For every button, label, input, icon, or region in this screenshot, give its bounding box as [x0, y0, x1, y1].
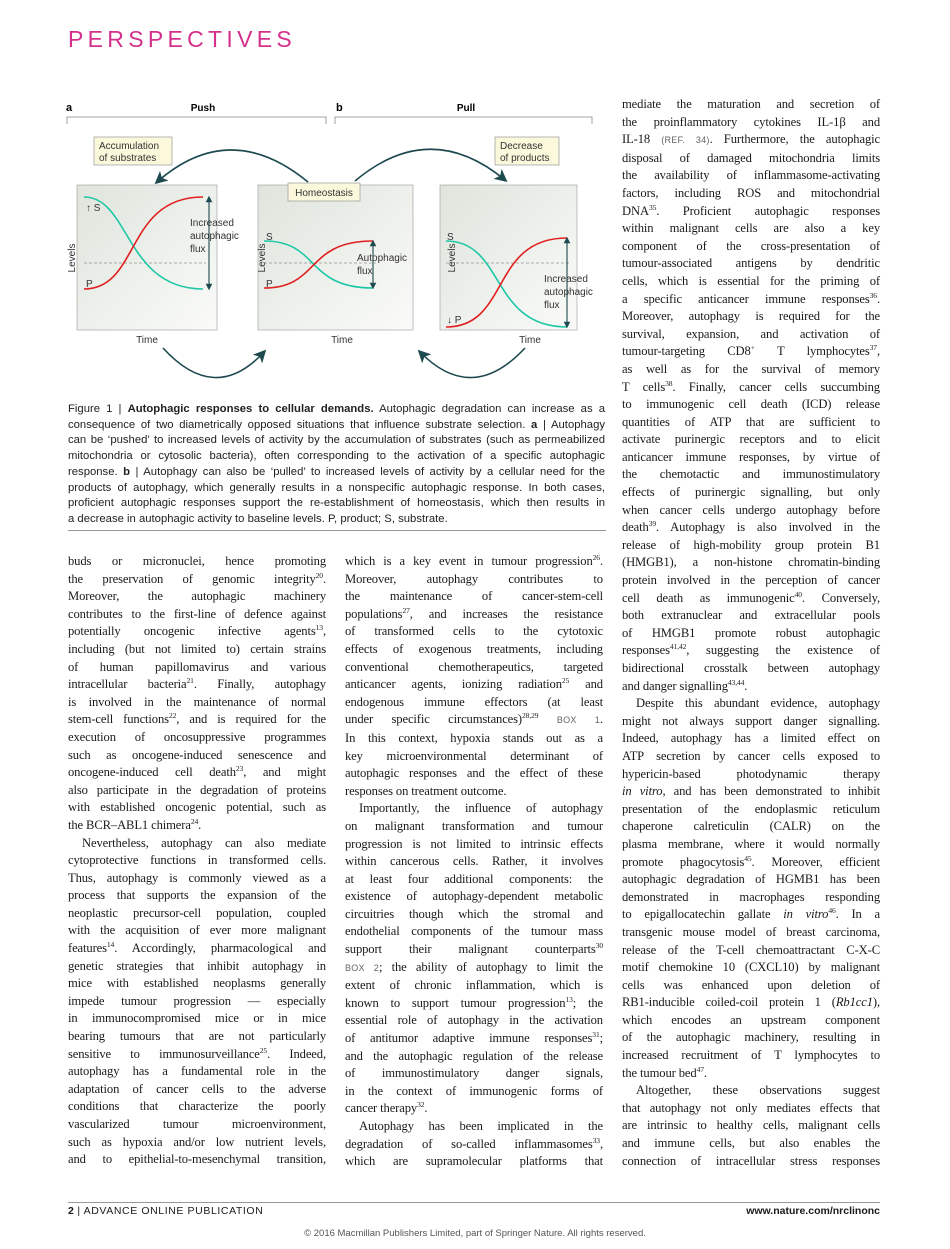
text-line: contributes to the first-line of defence against [68, 606, 326, 621]
caption-line: can be ‘pushed’ to increased levels of activity by the accumulation of substrates (such as permeabilized [68, 434, 605, 447]
text-line: also participate in the degradation of proteins [68, 782, 326, 797]
citation-ref[interactable]: 36 [869, 290, 877, 300]
text-line: to immunogenic cell death (ICD) release [622, 397, 880, 412]
citation-ref[interactable]: 24 [190, 817, 199, 826]
publication-name: ADVANCE ONLINE PUBLICATION [83, 1205, 264, 1217]
arrow-pull-return [420, 348, 525, 378]
text-line: transgenic mouse model of breast carcinoma, [622, 924, 880, 939]
section-header: PERSPECTIVES [68, 26, 296, 52]
text-line: autophagy has a fundamental role in the [68, 1064, 326, 1079]
paragraph [622, 96, 880, 695]
text-column-2 [345, 553, 603, 1171]
text-line: effects of purinergic signalling, but only [622, 485, 880, 500]
text-line: sensitive to immunosurveillance$^{25}$. Indeed, [68, 1045, 326, 1061]
caption-line: products of autophagy, which generally results in a nonspecific autophagic response. In both cases, [68, 481, 605, 494]
text-line: the proinflammatory cytokines IL-1β and [622, 114, 880, 129]
citation-ref[interactable]: 23 [235, 764, 244, 774]
text-line: which is a key event in tumour progression$^{26}$. [345, 553, 603, 568]
label-s: ↑ S [86, 203, 101, 214]
citation-ref[interactable]: 21 [186, 676, 194, 686]
text-line: are intrinsic to healthy cells, malignant cells [622, 1118, 880, 1133]
citation-ref[interactable]: 45 [744, 853, 752, 863]
text-line: including (but not limited to) certain strains [68, 641, 326, 656]
text-line: is involved in the maintenance of normal [68, 694, 326, 709]
text-line: mice with established neoplasms generally [68, 976, 326, 991]
panel-3 [440, 185, 593, 346]
text-line: a specific anticancer immune responses$^{36}$. [622, 290, 880, 306]
citation-ref[interactable]: 31 [592, 1030, 600, 1040]
text-line: Thus, autophagy is commonly viewed as a [68, 870, 326, 885]
footer-divider [68, 1202, 880, 1203]
text-line: in vitro, and has been demonstrated to inhibit [622, 784, 880, 799]
label-p: ↓ P [447, 315, 462, 326]
figure-caption [68, 402, 605, 528]
bold-text: b [123, 465, 130, 478]
text-line: responses$^{41,42}$, suggesting the existence of [622, 642, 880, 658]
panel-b-label: b [336, 102, 343, 114]
citation-ref[interactable]: 20 [315, 570, 323, 580]
citation-ref[interactable]: 25 [259, 1045, 268, 1055]
caption-line: response. b | Autophagy can also be ‘pulled’ to increased levels of activity by a cellular need for the [68, 465, 605, 478]
text-line: within cancerous cells. Rather, it involves [345, 854, 603, 869]
citation-ref[interactable]: 14 [106, 940, 115, 950]
text-line: the tumour bed$^{47}$. [622, 1064, 707, 1080]
journal-url[interactable]: www.nature.com/nrclinonc [746, 1205, 880, 1217]
label-s: S [447, 232, 454, 243]
text-line: DNA$^{35}$. Proficient autophagic responses [622, 202, 880, 218]
text-line: Despite this abundant evidence, autophagy [636, 696, 880, 711]
citation-ref[interactable]: 43,44 [727, 677, 745, 687]
y-axis-label: Levels [447, 243, 458, 273]
label-p: P [86, 279, 93, 290]
italic-text: Rb1cc1 [835, 995, 873, 1010]
panel-2 [257, 185, 413, 346]
text-line: existence of autophagy-dependent metabolic [345, 889, 603, 904]
text-line: which are supramolecular platforms that [345, 1154, 603, 1169]
text-line: autophagic degradation of HGMB1 has been [622, 872, 880, 887]
text-line: with the acquisition of ever more malignant [68, 923, 326, 938]
citation-ref[interactable]: 33 [592, 1135, 600, 1145]
text-line: vascularized tumour microenvironment, [68, 1117, 326, 1131]
text-line: as well as for the survival of memory [622, 361, 880, 376]
text-line: support their malignant counterparts$^{30}$ [345, 941, 603, 957]
text-line: bidirectional crosstalk between autophagy [622, 661, 880, 675]
citation-ref[interactable]: 22 [168, 711, 177, 721]
y-axis-label: Levels [67, 243, 78, 273]
citation-ref[interactable]: 25 [561, 676, 570, 686]
text-line: factors, including ROS and mitochondrial [622, 185, 880, 200]
footer-left: 2 | ADVANCE ONLINE PUBLICATION [68, 1205, 264, 1217]
text-line: oncogene-induced cell death$^{23}$, and might [68, 764, 326, 780]
caption-line: proficient autophagic responses support the re-establishment of homeostasis, which then results in [68, 497, 605, 510]
text-line: extent of chronic inflammation, which is [345, 978, 603, 993]
text-line: chaperone calreticulin (CALR) on the [622, 819, 880, 834]
paragraph [345, 1118, 603, 1171]
citation-ref[interactable]: 38 [665, 378, 673, 388]
text-line: to epigallocatechin gallate in vitro$^{46}$. In a [622, 906, 880, 922]
citation-ref[interactable]: 32 [417, 1100, 425, 1110]
citation-ref[interactable]: 30 [595, 941, 603, 951]
text-line: quantities of ATP that are sufficient to [622, 414, 880, 429]
box-decrease-line2: of products [500, 153, 550, 164]
text-line: the preservation of genomic integrity$^{20}$. [68, 570, 326, 586]
text-line: both extranuclear and extracellular pools [622, 608, 880, 623]
copyright: © 2016 Macmillan Publishers Limited, part of Springer Nature. All rights reserved. [304, 1228, 646, 1239]
text-line: of the autophagic machinery, resulting in [622, 1030, 880, 1045]
text-line: populations$^{27}$, and increases the resistance [345, 605, 603, 621]
text-line: with established oncogenic potential, such as [68, 800, 326, 815]
text-line: key microenvironmental determinant of [345, 748, 603, 763]
label-s: S [266, 232, 273, 243]
text-line: disposal of damaged mitochondria limits [622, 150, 880, 165]
text-line: the chemotactic and immunostimulatory [622, 467, 880, 482]
text-line: IL-18 (REF. 34). Furthermore, the autophagic [622, 132, 880, 147]
text-line: when cancer cells undergo autophagy before [622, 502, 880, 517]
figure-1 [0, 0, 620, 395]
text-line: and to epithelial-to-mesenchymal transition, [68, 1152, 326, 1167]
y-axis-label: Levels [257, 243, 268, 273]
text-line: activate purinergic receptors and to elicit [622, 432, 880, 447]
text-line: mediate the maturation and secretion of [622, 97, 880, 111]
text-line: progression is not limited to intrinsic effects [345, 836, 603, 851]
panel-a-title: Push [190, 103, 216, 114]
citation-ref[interactable]: 39 [648, 519, 656, 529]
text-line: motif chemokine 10 (CXCL10) by malignant [622, 960, 880, 975]
text-line: of transformed cells to the cytotoxic [345, 624, 603, 639]
text-line: such as hypoxia and/or low nutrient levels, [68, 1134, 326, 1149]
arrow-to-pull [355, 149, 505, 181]
bracket-push [67, 117, 326, 124]
caption-line: consequence of two diametrically opposed situations that influence substrate selection. a | Autophagy [68, 418, 606, 431]
caption-divider [68, 530, 606, 531]
text-line: Moreover, autophagy is required for the [622, 309, 880, 324]
paragraph [622, 695, 880, 1082]
text-line: survival, expansion, and activation of [622, 326, 880, 341]
text-line: known to support tumour progression$^{13}$; the [345, 994, 603, 1010]
citation-ref[interactable]: 37 [869, 343, 877, 353]
text-line: circuitries though which the stromal and [345, 906, 603, 921]
citation-ref[interactable]: + [750, 343, 755, 353]
text-line: intracellular bacteria$^{21}$. Finally, autophagy [68, 676, 326, 692]
text-line: which encodes an upstream component [622, 1012, 880, 1027]
label-p: P [266, 279, 273, 290]
text-line: Moreover, autophagy contributes to [345, 571, 603, 586]
text-line: ATP secretion by cancer cells exposed to [622, 748, 880, 763]
caption-line: a decrease in autophagic activity to baseline levels. P, product; S, substrate. [68, 512, 448, 525]
citation-ref[interactable]: 47 [696, 1064, 704, 1074]
citation-ref[interactable]: 26 [592, 553, 600, 563]
text-line: Indeed, autophagy has a limited effect on [622, 731, 880, 746]
text-line: on malignant transformation and tumour [345, 818, 603, 833]
text-line: cytoprotective functions in transformed cells. [68, 853, 326, 868]
text-line: death$^{39}$. Autophagy is also involved in the [622, 519, 880, 535]
text-line: under specific circumstances)$^{28,29}$ BOX 1. [345, 711, 604, 727]
bold-text: Autophagic responses to cellular demands. [127, 403, 374, 415]
text-line: might not always support danger signalling. [622, 713, 880, 728]
text-line: Moreover, the autophagic machinery [68, 589, 326, 604]
text-line: responses on treatment outcome. [345, 783, 507, 798]
paragraph [345, 553, 603, 800]
text-line: component of the cross-presentation of [622, 238, 880, 253]
flux-label: Increased [544, 274, 588, 285]
flux-label: flux [190, 244, 206, 255]
text-line: and the autophagic regulation of the release [345, 1048, 603, 1063]
text-column-1 [68, 553, 326, 1169]
text-line: of antitumor adaptive immune responses$^{31}$; [345, 1030, 603, 1046]
text-line: degradation of so-called inflammasomes$^{33}$, [345, 1135, 603, 1151]
text-line: the BCR–ABL1 chimera$^{24}$. [68, 817, 202, 832]
arrow-to-push [157, 150, 308, 182]
text-line: in immunocompromised mice or in mice [68, 1011, 326, 1026]
text-line: of immunostimulatory danger signals, [345, 1066, 603, 1081]
flux-label: Autophagic [357, 253, 408, 264]
flux-label: flux [544, 300, 560, 311]
text-line: within malignant cells are also a key [622, 221, 880, 236]
text-line: (HMGB1), a non-histone chromatin-binding [622, 555, 880, 570]
text-line: Altogether, these observations suggest [636, 1083, 880, 1098]
text-line: release of high-mobility group protein B1 [622, 537, 880, 552]
text-line: impede tumour progression — especially [68, 993, 326, 1008]
text-line: the availability of inflammasome-activating [622, 168, 880, 183]
text-line: In this context, hypoxia stands out as a [345, 730, 603, 745]
text-line: Importantly, the influence of autophagy [359, 801, 603, 816]
citation-ref[interactable]: 13 [565, 994, 573, 1004]
text-line: conventional chemotherapeutics, targeted [345, 659, 603, 674]
text-line: neoplastic precursor-cell population, coupled [68, 905, 326, 920]
text-line: essential role of autophagy in the activation [345, 1013, 603, 1028]
paragraph [622, 1082, 880, 1170]
text-line: BOX 2; the ability of autophagy to limit the [345, 959, 603, 974]
text-line: execution of oncosuppressive programmes [68, 729, 326, 744]
x-axis-label: Time [519, 335, 541, 346]
text-line: process that supports the expansion of the [68, 888, 326, 903]
text-line: increased recruitment of T lymphocytes to [622, 1048, 880, 1063]
text-line: conditions that characterize the poorly [68, 1099, 326, 1114]
panel-b-title: Pull [456, 103, 476, 114]
text-line: and danger signalling$^{43,44}$. [622, 677, 748, 693]
text-line: of HMGB1 promote robust autophagic [622, 625, 880, 640]
citation-ref[interactable]: 40 [794, 589, 802, 599]
bracket-pull [335, 117, 592, 124]
box-ref-link[interactable]: BOX 2 [345, 962, 379, 973]
caption-line: mitochondria or cytosolic bacteria), often corresponding to the activation of a specific autophagic [68, 450, 605, 463]
citation-ref[interactable]: 35 [648, 202, 657, 212]
text-line: potentially oncogenic infective agents$^{13}$, [68, 623, 326, 639]
flux-label: flux [357, 266, 373, 277]
text-line: connection of intracellular stress responses [622, 1153, 880, 1168]
text-line: plasma membrane, where it would normally [622, 836, 880, 851]
text-line: hypericin-based photodynamic therapy [622, 766, 880, 781]
flux-label: autophagic [544, 287, 593, 298]
text-line: cancer therapy$^{32}$. [345, 1100, 428, 1116]
text-line: tumour-targeting CD8+ T lymphocytes$^{37}$, [622, 343, 880, 359]
caption-line: Figure 1 | Autophagic responses to cellular demands. Autophagic degradation can increase as a [68, 403, 605, 415]
text-line: protein involved in the perception of cancer [622, 573, 880, 588]
citation-ref[interactable]: 46 [828, 906, 836, 916]
text-line: demonstrated in macrophages responding [622, 889, 880, 904]
text-line: at least four additional components: the [345, 871, 603, 886]
text-line: cell death as immunogenic$^{40}$. Conversely, [622, 589, 881, 605]
citation-ref[interactable]: 27 [402, 605, 410, 615]
box-accumulation-line2: of substrates [99, 153, 157, 164]
text-line: anticancer agents, ionizing radiation$^{25}$ and [345, 676, 603, 692]
text-line: endothelial components of the tumour mass [345, 924, 603, 939]
paragraph [68, 553, 326, 835]
flux-label: Increased [190, 218, 234, 229]
text-line: buds or micronuclei, hence promoting [68, 554, 326, 568]
text-line: Autophagy has been implicated in the [359, 1119, 603, 1133]
text-line: Nevertheless, autophagy can also mediate [82, 835, 326, 850]
citation-ref[interactable]: 13 [315, 623, 323, 633]
citation-ref[interactable]: 41,42 [669, 642, 687, 652]
panel-1 [67, 185, 250, 346]
text-line: features$^{14}$. Accordingly, pharmacological and [68, 940, 326, 956]
text-line: T cells$^{38}$. Finally, cancer cells succumbing [622, 378, 880, 394]
bold-text: a [531, 418, 538, 431]
italic-text: in vitro [783, 907, 829, 922]
box-homeostasis-label: Homeostasis [295, 188, 353, 199]
paragraph [345, 800, 603, 1118]
x-axis-label: Time [136, 335, 158, 346]
box-decrease-line1: Decrease [500, 141, 543, 152]
text-line: and immune cells, but also enables the [622, 1136, 880, 1151]
arrow-push-return [163, 348, 264, 378]
box-accumulation-line1: Accumulation [99, 141, 160, 152]
text-line: the maintenance of cancer-stem-cell [345, 589, 603, 604]
paragraph [68, 835, 326, 1169]
text-line: that autophagy not only mediates effects that [622, 1100, 880, 1115]
citation-ref[interactable]: 28,29 [522, 711, 539, 721]
text-line: effects of exogenous treatments, including [345, 641, 603, 656]
text-column-3 [622, 96, 880, 1170]
flux-label: autophagic [190, 231, 239, 242]
text-line: cells, which is essential for the priming of [622, 273, 880, 288]
text-line: tumour-associated antigens by dendritic [622, 256, 880, 271]
text-line: release of the T-cell chemoattractant C-X-C [622, 942, 880, 957]
box-ref-link[interactable]: (REF. 34) [661, 135, 710, 146]
text-line: presentation of the endoplasmic reticulum [622, 801, 880, 816]
text-line: anticancer immune responses, by virtue of [622, 449, 880, 464]
text-line: bearing tumours that are not particularly [68, 1029, 326, 1044]
text-line: stem-cell functions$^{22}$, and is required for the [68, 711, 326, 727]
text-line: endogenous immune effectors (at least [345, 694, 603, 709]
text-line: cells was enhanced upon deletion of [622, 977, 880, 992]
x-axis-label: Time [331, 335, 353, 346]
text-line: adaptation of cancer cells to the adverse [68, 1081, 326, 1096]
italic-text: in vitro [622, 784, 663, 799]
text-line: such as oncogene-induced senescence and [68, 747, 326, 762]
page-number: 2 [68, 1205, 74, 1217]
text-line: autophagic responses and the effect of these [345, 766, 603, 781]
text-line: promote phagocytosis$^{45}$. Moreover, efficient [622, 853, 880, 869]
panel-a-label: a [66, 102, 73, 114]
box-ref-link[interactable]: BOX 1 [556, 715, 600, 726]
text-line: RB1-inducible coiled-coil protein 1 (Rb1cc1), [622, 995, 880, 1010]
text-line: of human papillomavirus and various [68, 659, 326, 674]
text-line: in the context of immunogenic forms of [345, 1083, 603, 1098]
text-line: genetic strategies that inhibit autophagy in [68, 958, 326, 973]
